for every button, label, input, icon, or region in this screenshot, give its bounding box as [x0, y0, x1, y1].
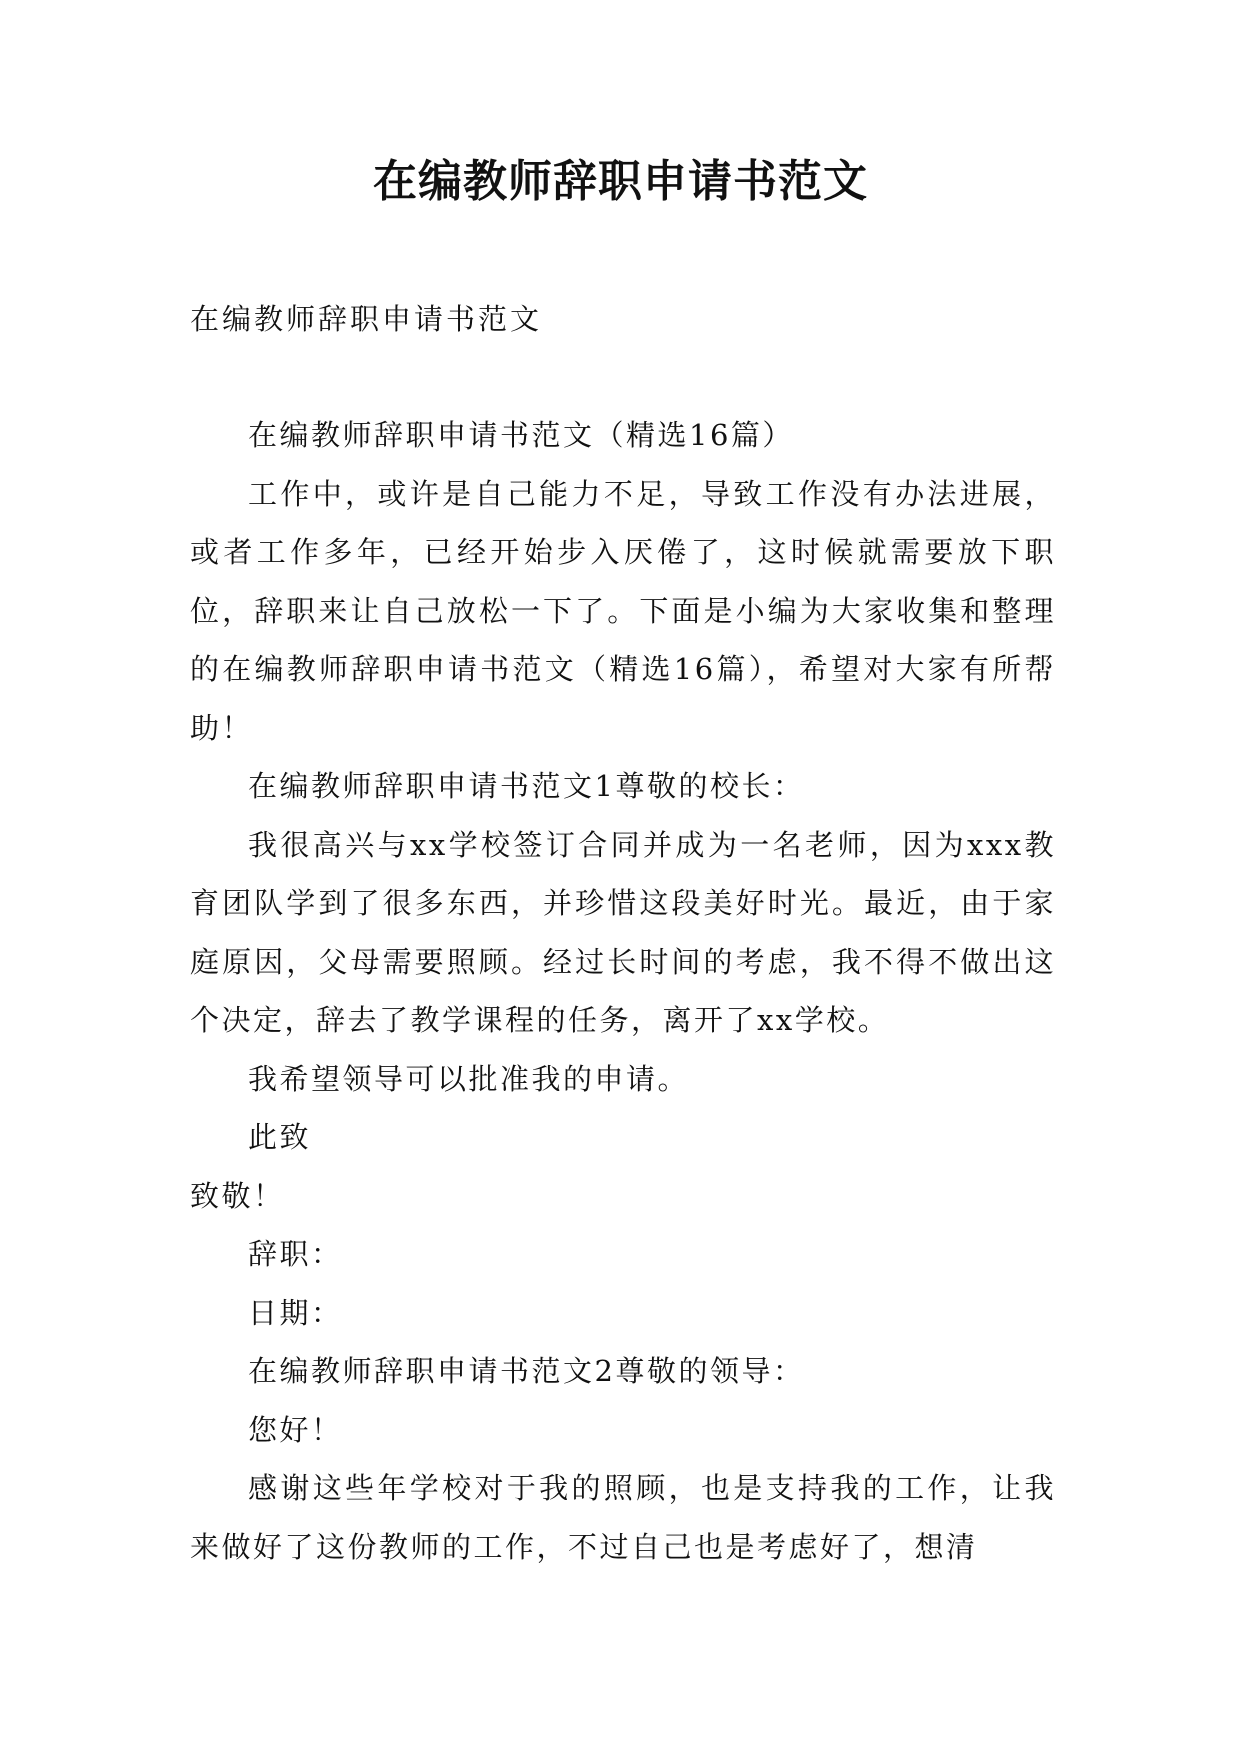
paragraph-intro: 工作中，或许是自己能力不足，导致工作没有办法进展，或者工作多年，已经开始步入厌倦了，这时候就需要放下职位，辞职来让自己放松一下了。下面是小编为大家收集和整理的在编教师辞职申请书范文（精选16篇），希望对大家有所帮助！	[190, 476, 1056, 745]
paragraph-sample-1-heading: 在编教师辞职申请书范文1尊敬的校长：	[248, 769, 805, 803]
document-subtitle: 在编教师辞职申请书范文	[190, 302, 543, 336]
paragraph-sample-1-body: 我很高兴与xx学校签订合同并成为一名老师，因为xxx教育团队学到了很多东西，并珍惜这段美好时光。最近，由于家庭原因，父母需要照顾。经过长时间的考虑，我不得不做出这个决定，辞去了教学课程的任务，离开了xx学校。	[190, 827, 1056, 1037]
paragraph-request: 我希望领导可以批准我的申请。	[248, 1061, 690, 1096]
paragraph-sample-2-heading: 在编教师辞职申请书范文2尊敬的领导：	[248, 1354, 805, 1388]
paragraph-intro-heading: 在编教师辞职申请书范文（精选16篇）	[248, 418, 794, 452]
paragraph-resigner: 辞职：	[248, 1237, 343, 1271]
document-title: 在编教师辞职申请书范文	[373, 156, 868, 207]
paragraph-closing: 此致	[248, 1120, 312, 1154]
document-body	[190, 406, 1056, 1576]
paragraph-sample-2-body: 感谢这些年学校对于我的照顾，也是支持我的工作，让我来做好了这份教师的工作，不过自己也是考虑好了，想清	[190, 1471, 1056, 1564]
paragraph-date: 日期：	[248, 1295, 343, 1330]
paragraph-salute: 致敬！	[190, 1178, 285, 1213]
paragraph-greeting: 您好！	[248, 1412, 343, 1447]
